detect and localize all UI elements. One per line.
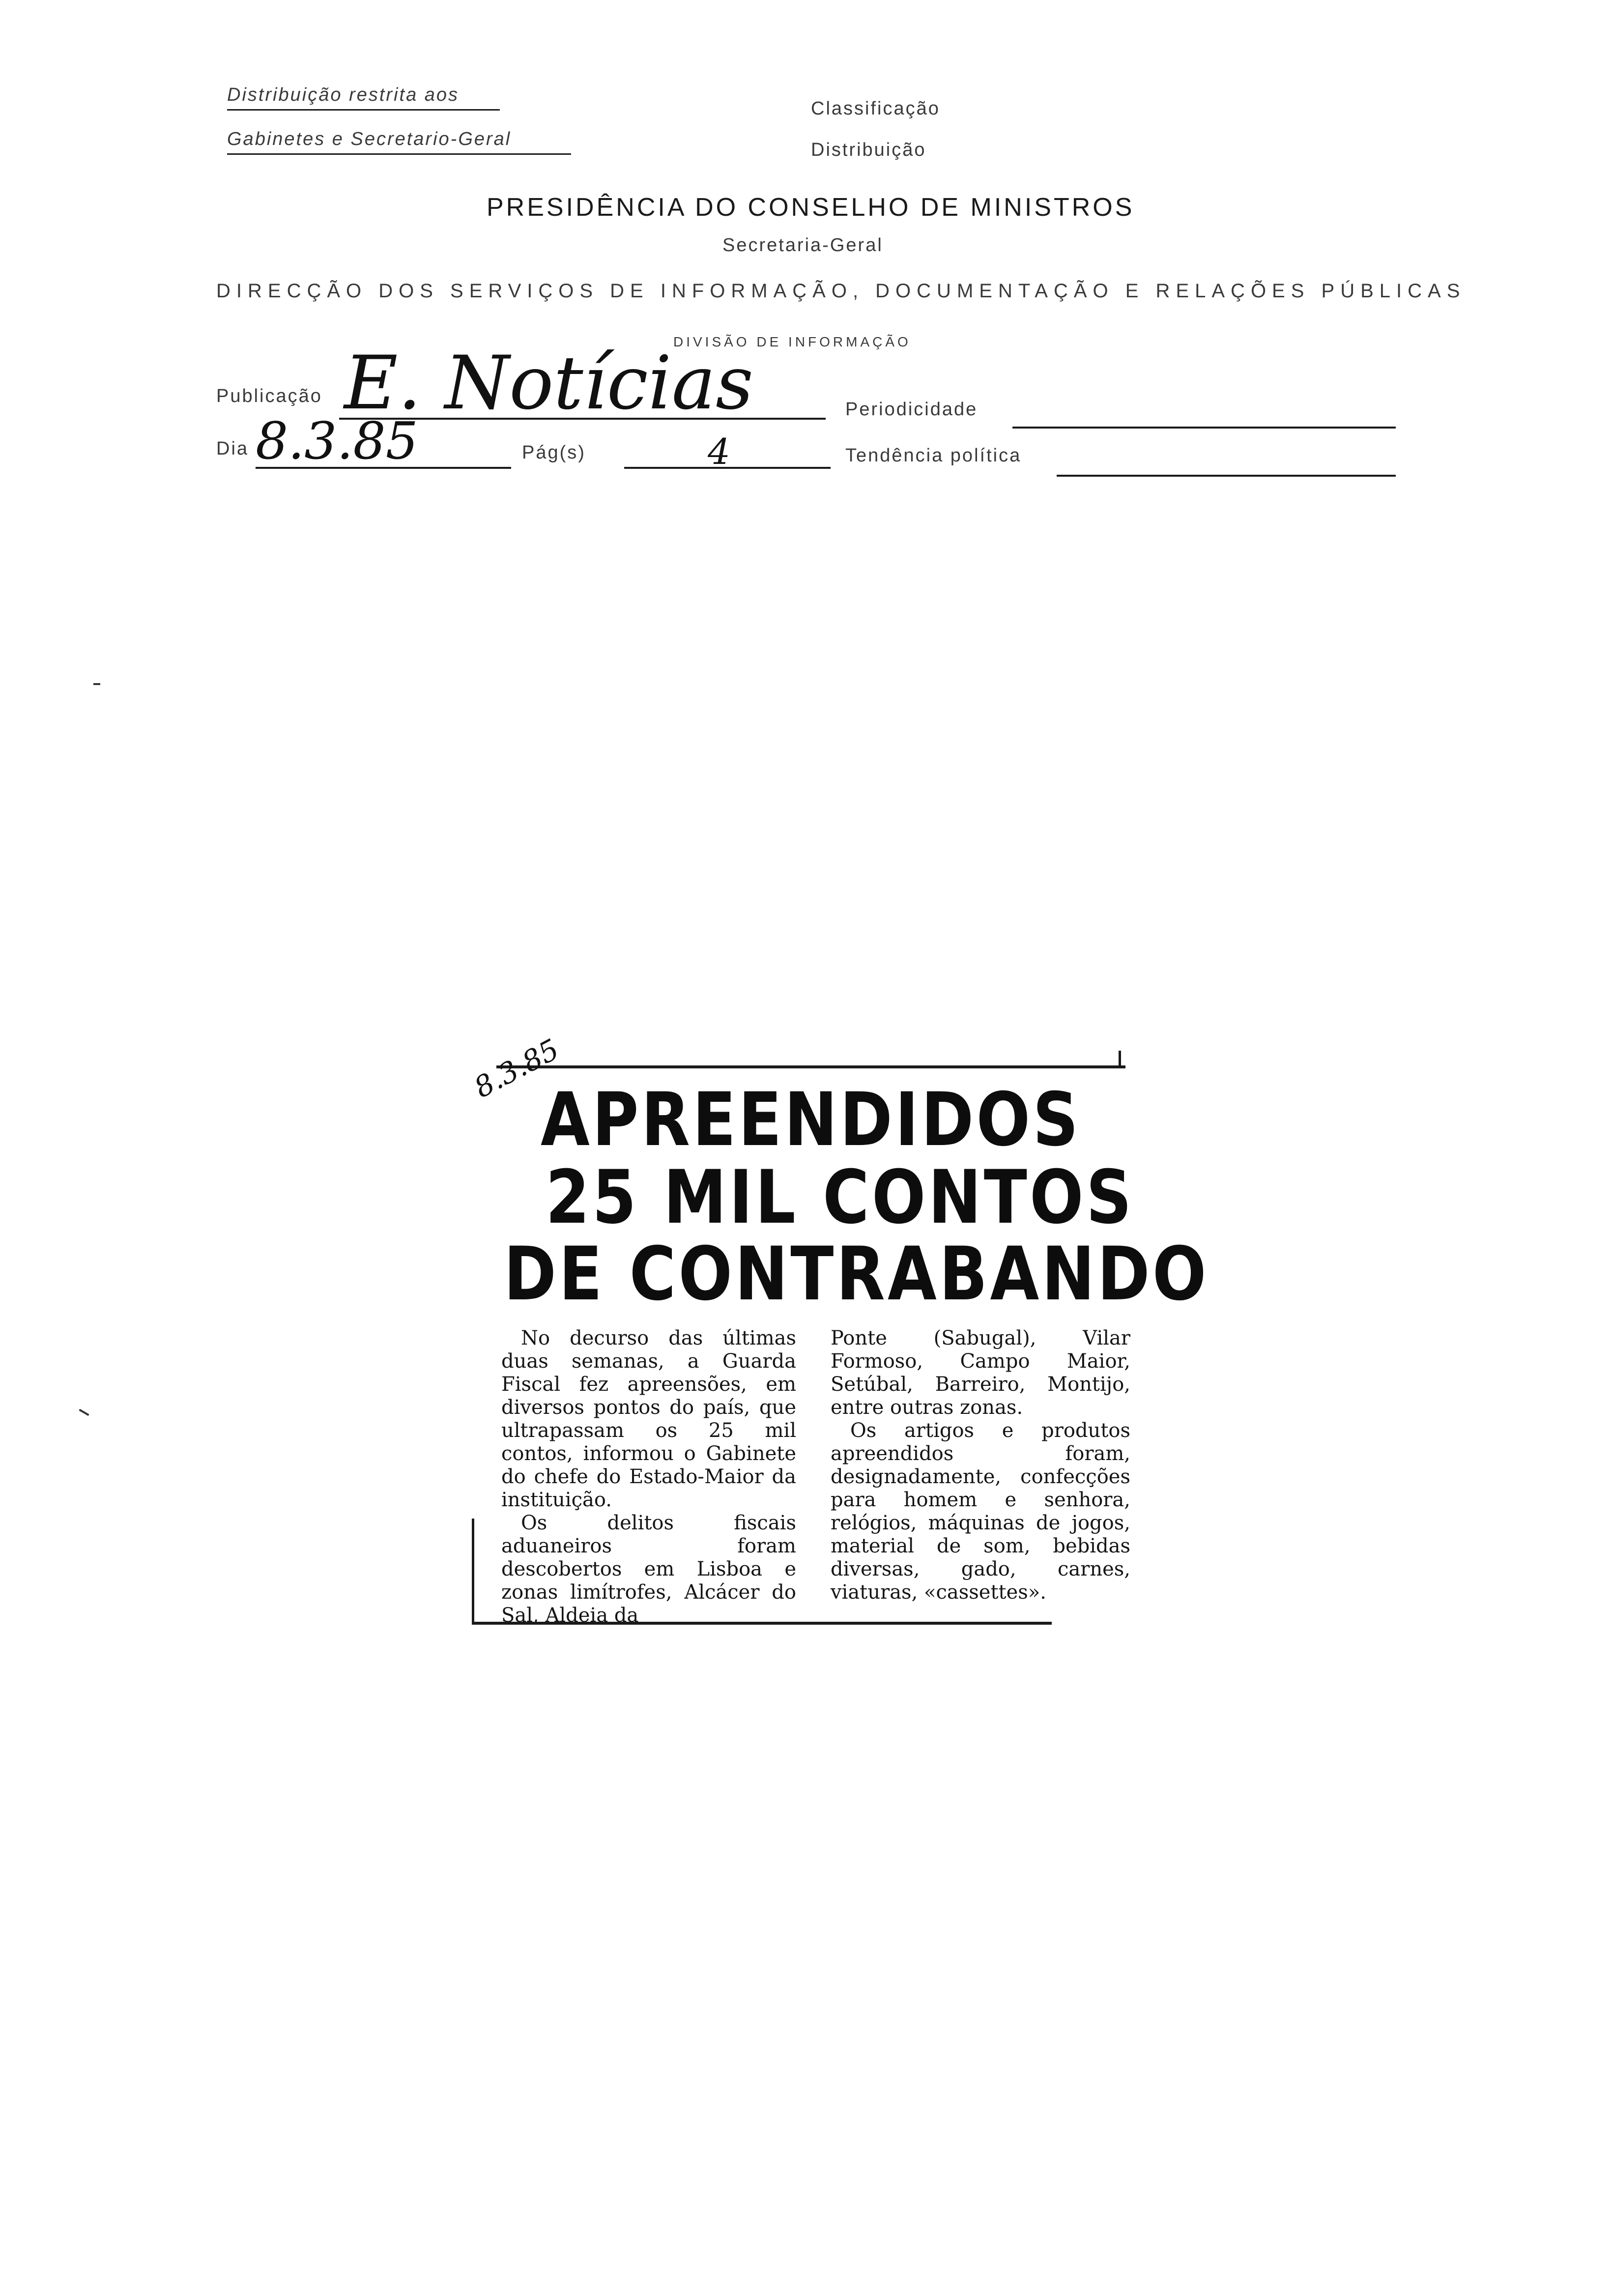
restricted-underline-1 xyxy=(227,109,500,111)
division: DIVISÃO DE INFORMAÇÃO xyxy=(673,334,911,349)
restricted-underline-2 xyxy=(227,153,571,155)
directorate: DIRECÇÃO DOS SERVIÇOS DE INFORMAÇÃO, DOCUMENTAÇÃO E RELAÇÕES PÚBLICAS xyxy=(216,280,1466,302)
periodicity-line xyxy=(1012,427,1396,429)
clipping-corner-tick xyxy=(1119,1051,1121,1068)
clipping-left-border xyxy=(472,1519,474,1622)
article-column-2 xyxy=(831,1327,1130,1604)
scan-speck xyxy=(93,683,100,685)
distribution-label: Distribuição xyxy=(811,140,926,160)
political-tendency-line xyxy=(1057,475,1396,477)
headline-line-3: DE CONTRABANDO xyxy=(504,1232,1209,1317)
day-label: Dia xyxy=(216,438,249,459)
article-paragraph: No decurso das últimas duas semanas, a Guarda Fiscal fez apreensões, em diversos pontos do país, que ultrapassam os 25 mil contos, informou o Gabinete do chefe do Estado-Maior da instituição. xyxy=(501,1327,796,1511)
office-title: PRESIDÊNCIA DO CONSELHO DE MINISTROS xyxy=(487,193,1135,222)
scan-speck xyxy=(79,1409,89,1416)
pages-label: Pág(s) xyxy=(522,442,586,463)
article-paragraph: Os artigos e produtos apreendidos foram, designadamente, confecções para homem e senhora, relógios, máquinas de jogos, material de som, bebidas diversas, gado, carnes, viaturas, «cassettes». xyxy=(831,1419,1130,1604)
margin-handwritten-date: 8.3.85 xyxy=(468,1032,565,1105)
secretariat: Secretaria-Geral xyxy=(722,235,883,256)
clipping-bottom-border xyxy=(472,1622,1052,1625)
headline-line-2: 25 MIL CONTOS xyxy=(546,1155,1134,1240)
article-paragraph: Os delitos fiscais aduaneiros foram descobertos em Lisboa e zonas limítrofes, Alcácer do Sal, Aldeia da xyxy=(501,1512,796,1627)
publication-handwritten-value: E. Notícias xyxy=(344,341,754,426)
classification-label: Classificação xyxy=(811,98,940,119)
periodicity-label: Periodicidade xyxy=(845,399,978,420)
clipping-top-border xyxy=(496,1065,1125,1068)
article-column-1 xyxy=(501,1327,796,1627)
political-tendency-label: Tendência política xyxy=(845,445,1022,466)
day-handwritten-value: 8.3.85 xyxy=(256,411,418,471)
restricted-distribution-line2: Gabinetes e Secretario-Geral xyxy=(227,129,512,149)
article-paragraph: Ponte (Sabugal), Vilar Formoso, Campo Maior, Setúbal, Barreiro, Montijo, entre outras zonas. xyxy=(831,1327,1130,1419)
pages-handwritten-value: 4 xyxy=(708,431,730,472)
publication-label: Publicação xyxy=(216,386,322,406)
restricted-distribution-line1: Distribuição restrita aos xyxy=(227,85,460,105)
headline-line-1: APREENDIDOS xyxy=(541,1077,1081,1163)
